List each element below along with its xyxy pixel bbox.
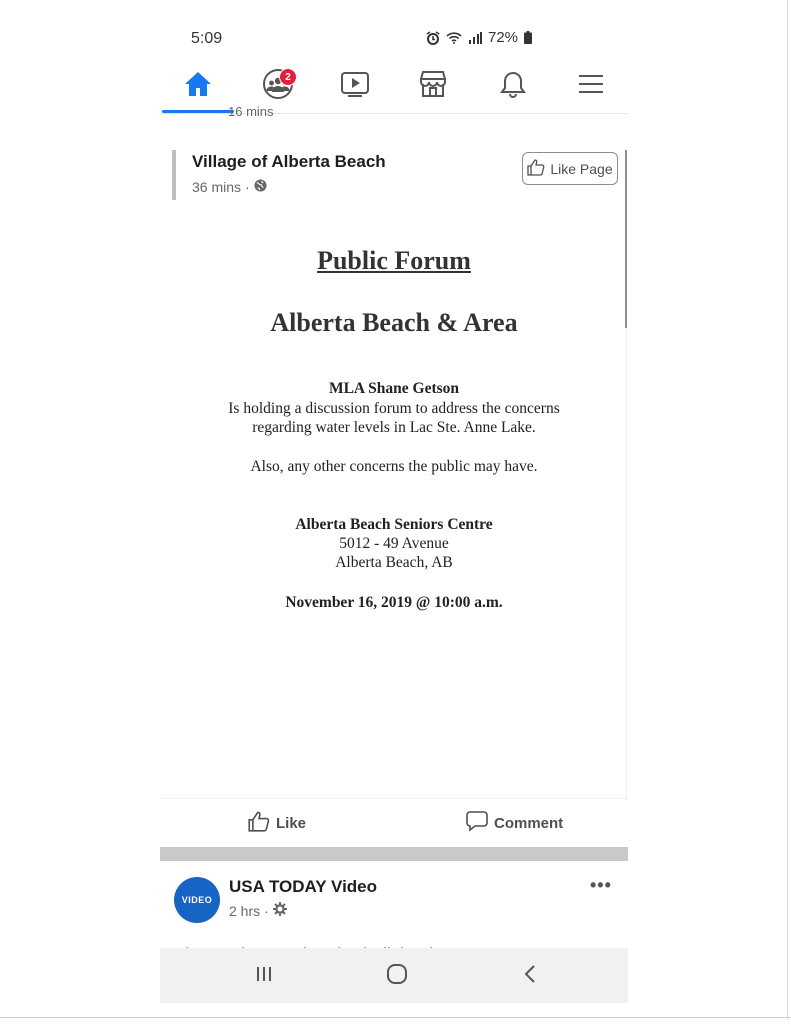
hamburger-menu-icon — [577, 73, 605, 100]
flyer-venue: Alberta Beach Seniors Centre — [295, 516, 493, 533]
dot-separator: · — [264, 902, 269, 919]
thumbs-up-icon — [527, 158, 545, 179]
comment-icon — [466, 810, 488, 836]
dot-separator: · — [245, 179, 250, 195]
post-meta — [192, 179, 267, 195]
like-page-button[interactable] — [522, 152, 618, 185]
alarm-icon — [426, 31, 440, 45]
post-header — [172, 150, 621, 200]
post-footer-divider — [160, 798, 628, 799]
flyer-address2: Alberta Beach, AB — [335, 554, 453, 571]
next-post-author[interactable]: USA TODAY Video — [229, 877, 378, 896]
battery-percent: 72% — [488, 29, 519, 46]
paper-edge — [787, 0, 788, 1020]
back-button[interactable] — [510, 962, 550, 990]
marketplace-icon — [418, 70, 448, 103]
home-circle-icon — [386, 963, 408, 990]
nav-notifications[interactable] — [488, 66, 538, 106]
phone-screen — [160, 0, 628, 1010]
post-author[interactable]: Village of Alberta Beach — [192, 152, 386, 171]
comment-label: Comment — [494, 814, 564, 832]
wifi-icon — [446, 32, 462, 44]
like-page-label: Like Page — [550, 160, 613, 177]
home-button[interactable] — [377, 962, 417, 990]
previous-post-time: 16 mins — [228, 104, 274, 119]
groups-badge: 2 — [279, 68, 297, 86]
like-label: Like — [276, 814, 307, 832]
flyer-title: Public Forum — [317, 246, 471, 275]
post-actions — [160, 804, 628, 844]
flyer-speaker: MLA Shane Getson — [328, 380, 460, 397]
flyer-address1: 5012 - 49 Avenue — [339, 535, 449, 552]
comment-button[interactable] — [466, 810, 563, 836]
recent-apps-button[interactable] — [244, 962, 284, 990]
battery-icon — [524, 31, 532, 44]
nav-groups[interactable] — [253, 66, 303, 106]
nav-menu[interactable] — [566, 66, 616, 106]
post-time[interactable]: 36 mins — [192, 179, 242, 195]
video-play-icon — [340, 71, 370, 102]
next-post-time[interactable]: 2 hrs — [229, 902, 261, 919]
nav-marketplace[interactable] — [408, 66, 458, 106]
bell-icon — [500, 70, 526, 103]
thumbs-up-icon — [248, 810, 270, 836]
globe-icon — [254, 179, 267, 195]
next-post-meta — [229, 902, 287, 919]
nav-watch[interactable] — [330, 66, 380, 106]
feed-separator — [160, 847, 628, 861]
paper-edge-bottom — [0, 1017, 791, 1018]
back-chevron-icon — [522, 964, 538, 989]
flyer-line3: Also, any other concerns the public may have. — [250, 458, 538, 475]
flyer-datetime: November 16, 2019 @ 10:00 a.m. — [285, 594, 503, 611]
status-time: 5:09 — [191, 30, 223, 47]
home-icon — [183, 70, 213, 103]
flyer-line1: Is holding a discussion forum to address the concerns — [228, 400, 560, 417]
card-border — [625, 150, 627, 328]
flyer-subtitle: Alberta Beach & Area — [270, 308, 518, 337]
recent-apps-icon — [254, 965, 274, 988]
gear-icon — [273, 902, 287, 919]
like-button[interactable] — [248, 810, 306, 836]
avatar[interactable]: VIDEO — [174, 877, 220, 923]
flyer-line2: regarding water levels in Lac Ste. Anne Lake. — [252, 419, 536, 436]
system-navigation-bar — [160, 948, 628, 1003]
signal-icon — [468, 32, 482, 44]
more-options-icon[interactable]: ••• — [590, 875, 612, 895]
nav-home[interactable] — [173, 66, 223, 106]
status-icons — [426, 29, 532, 46]
